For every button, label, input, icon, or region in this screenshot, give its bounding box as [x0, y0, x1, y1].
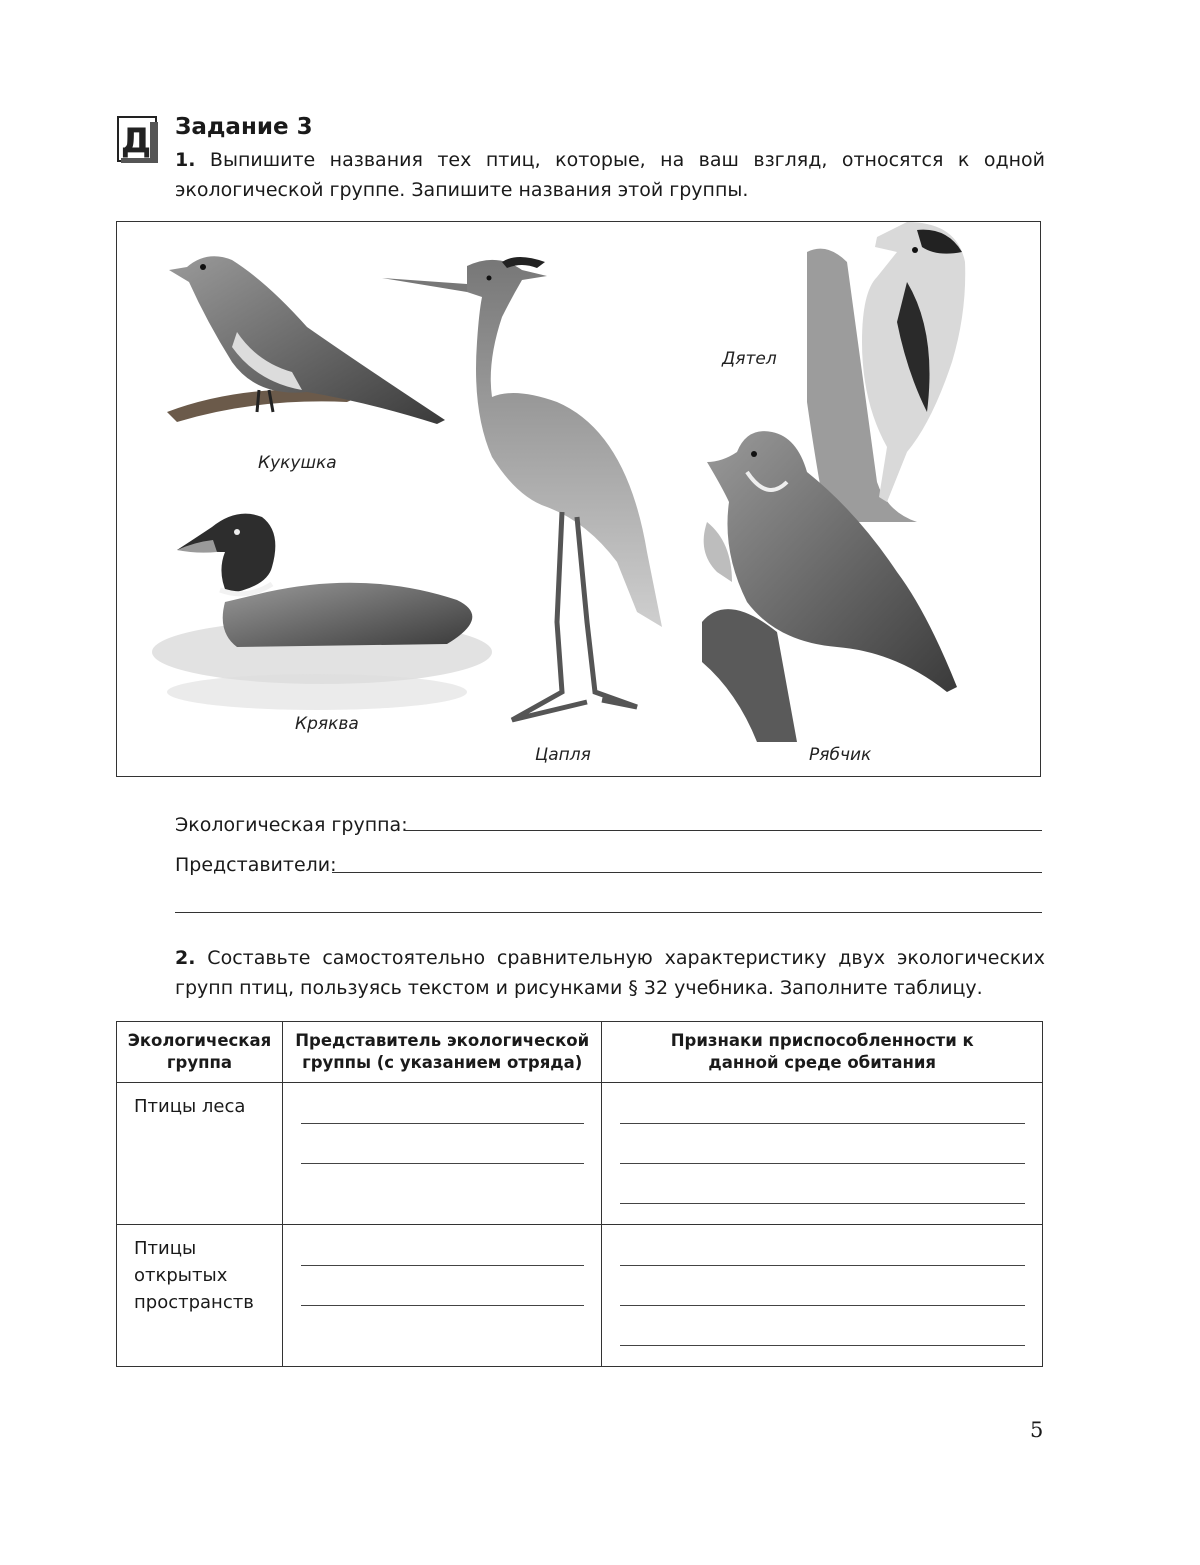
table-row: [117, 1225, 1043, 1367]
caption-cuckoo: Кукушка: [258, 453, 337, 473]
row-label-open-spaces: Птицы открытых пространств: [117, 1225, 283, 1367]
row-label-forest: Птицы леса: [117, 1083, 283, 1225]
representatives-label: Представители:: [175, 854, 337, 876]
answer-line[interactable]: [620, 1305, 1025, 1306]
woodpecker-illustration: [807, 222, 965, 522]
representative-cell[interactable]: [282, 1083, 601, 1225]
answer-line[interactable]: [301, 1163, 584, 1164]
representatives-answer-line-2[interactable]: [175, 912, 1042, 913]
representatives-answer-line[interactable]: [332, 872, 1042, 873]
header-group: Экологическая группа: [117, 1022, 283, 1083]
task2-body: Составьте самостоятельно сравнительную характеристику двух экологических групп птиц, пользуясь текстом и рисунками § 32 учебника. Заполните таблицу.: [175, 947, 1046, 999]
caption-mallard: Кряква: [295, 714, 359, 734]
group-label: Экологическая группа:: [175, 814, 408, 836]
answer-line[interactable]: [301, 1265, 584, 1266]
representative-cell[interactable]: [282, 1225, 601, 1367]
task1-text: [175, 145, 1045, 205]
table-row: [117, 1083, 1043, 1225]
group-answer-line[interactable]: [404, 830, 1042, 831]
header-adaptations: Признаки приспособленности к данной среде обитания: [602, 1022, 1043, 1083]
adaptations-cell[interactable]: [602, 1083, 1043, 1225]
task-title: Задание 3: [175, 114, 313, 140]
comparison-table: [116, 1021, 1043, 1367]
task2-text: [175, 943, 1045, 1003]
task1-body: Выпишите названия тех птиц, которые, на ваш взгляд, относятся к одной экологической группе. Запишите названия этой группы.: [175, 149, 1045, 201]
caption-heron: Цапля: [535, 745, 591, 765]
answer-line[interactable]: [620, 1163, 1025, 1164]
badge-letter: Д: [120, 121, 152, 161]
table-header-row: [117, 1022, 1043, 1083]
caption-woodpecker: Дятел: [722, 349, 777, 369]
adaptations-cell[interactable]: [602, 1225, 1043, 1367]
textbook-badge-icon: [117, 116, 159, 164]
answer-line[interactable]: [620, 1203, 1025, 1204]
mallard-illustration: [152, 514, 492, 710]
answer-line[interactable]: [301, 1305, 584, 1306]
page-number: 5: [1030, 1418, 1044, 1442]
answer-line[interactable]: [301, 1123, 584, 1124]
header-representative: Представитель экологической группы (с указанием отряда): [282, 1022, 601, 1083]
answer-line[interactable]: [620, 1265, 1025, 1266]
caption-hazel-grouse: Рябчик: [809, 745, 872, 765]
task1-number: 1.: [175, 149, 196, 171]
task2-number: 2.: [175, 947, 196, 969]
birds-figure: [116, 221, 1041, 777]
answer-line[interactable]: [620, 1345, 1025, 1346]
answer-line[interactable]: [620, 1123, 1025, 1124]
